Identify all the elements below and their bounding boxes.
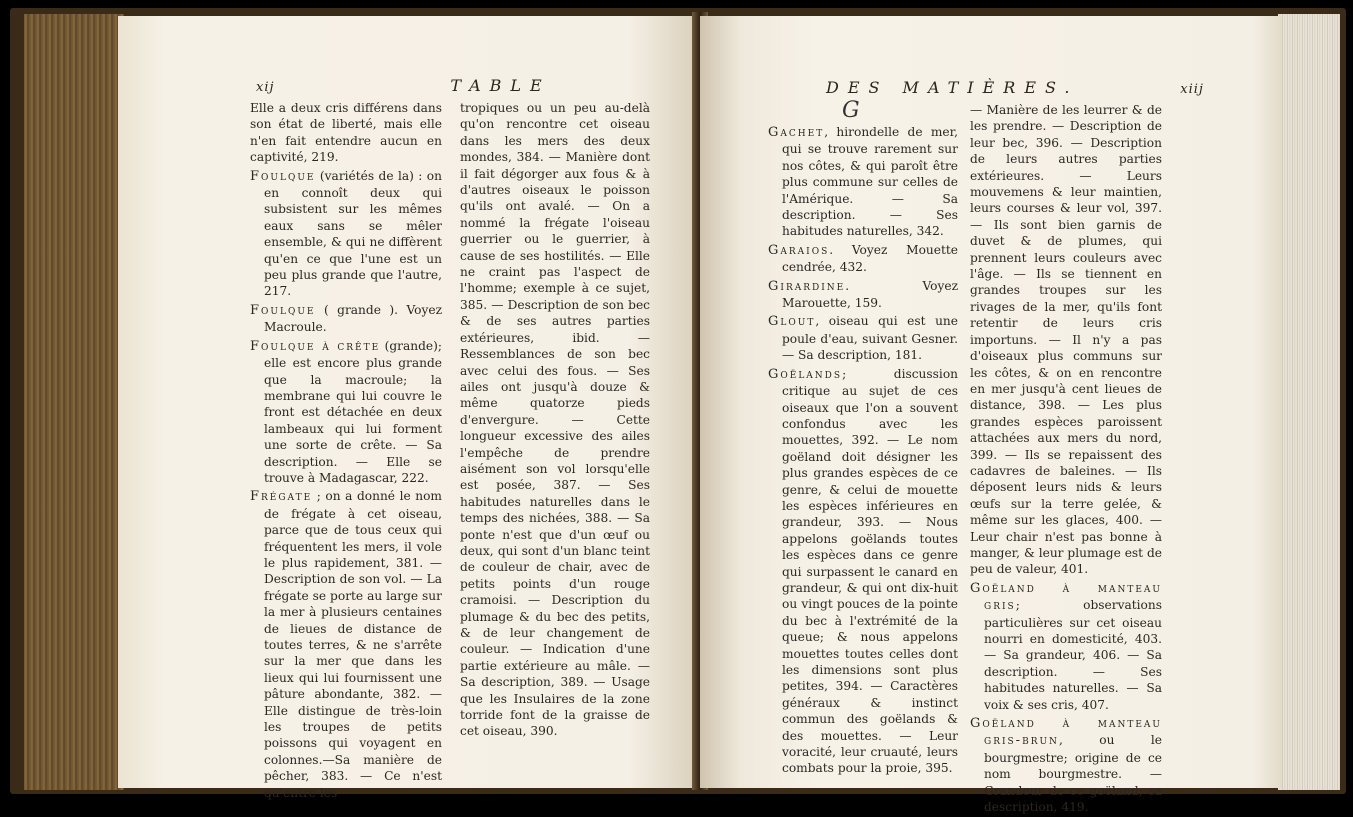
entry xyxy=(970,102,1162,578)
entry-headword: Glout xyxy=(768,314,816,330)
left-running-head: TABLE xyxy=(450,76,551,95)
section-letter: G xyxy=(842,98,860,123)
entry-headword: Goëland à manteau gris xyxy=(970,580,1162,614)
entry xyxy=(768,124,958,240)
left-page xyxy=(118,16,698,800)
left-column-1 xyxy=(250,100,442,803)
entry xyxy=(970,715,1162,815)
entry-text: , oiseau qui est une poule d'eau, suivant Gesner. — Sa description, 181. xyxy=(782,314,958,363)
entry-text: tropiques ou un peu au-delà qu'on rencontre cet oiseau dans les mers des deux mondes, 384. — Manière dont il fait dégorger aux fous & à d'autres oiseaux le poisson qu'ils ont avalé. — On a nommé la frégate l'oiseau guerrier ou le guerrier, à cause de ses hostilités. — Elle ne craint pas l'aspect de l'homme; exemple à ce sujet, 385. — Description de son bec & de ses autres parties extérieures, ibid. — Ressemblances de son bec avec celui des fous. — Ses ailes ont jusqu'à douze & même quatorze pieds d'envergure. — Cette longueur excessive des ailes l'empêche de prendre aisément son vol lorsqu'elle est posée, 387. — Ses habitudes naturelles dans le temps des nichées, 388. — Sa ponte n'est que d'un œuf ou deux, qui sont d'un blanc teint de couleur de chair, avec de petits points d'un rouge cramoisi. — Description du plumage & du bec des petits, & de leur changement de couleur. — Indication d'une partie extérieure au mâle. — Sa description, 389. — Usage que les Insulaires de la zone torride font de la graisse de cet oiseau, 390. xyxy=(460,101,650,739)
entry-text: Elle a deux cris différens dans son état de liberté, mais elle n'en fait entendre aucun en captivité, 219. xyxy=(250,101,442,165)
entry xyxy=(768,366,958,777)
left-header xyxy=(256,76,551,95)
entry xyxy=(250,338,442,487)
entry-headword: Goëlands xyxy=(768,366,843,382)
entry-headword: Foulque à crête xyxy=(250,338,381,354)
entry-text: ; discussion critique au sujet de ces oiseaux que l'on a souvent confondus avec les mouettes, 392. — Le nom goëland doit désigner les plus grandes espèces de ce genre, & celui de mouette les espèces inférieures en grandeur, 393. — Nous appelons goëlands toutes les espèces dans ce genre qui surpassent le canard en grandeur, & qui ont dix-huit ou vingt pouces de la pointe du bec à l'extrémité de la queue; & nous appelons mouettes toutes celles dont les dimensions sont plus petites, 394. — Caractères généraux & instinct commun des goëlands & des mouettes. — Leur voracité, leur cruauté, leurs combats pour la proie, 395. xyxy=(782,366,958,776)
entry-headword: Foulque xyxy=(250,302,316,318)
entry-headword: Gachet xyxy=(768,125,825,140)
entry-headword: Frégate xyxy=(250,489,313,505)
entry xyxy=(768,313,958,363)
right-page-number: xiij xyxy=(1180,82,1204,97)
entry-text: ; on a donné le nom de frégate à cet oiseau, parce que de tous ceux qui fréquentent les mers, il vole le plus rapidement, 381. — Description de son vol. — La frégate se porte au large sur la mer à plusieurs centaines de lieues de distance de toutes terres, & ne s'arrête sur la mer que dans les lieux qui lui fournissent une pâture abondante, 382. — Elle distingue de très-loin les troupes de petits poissons qui voyagent en colonnes.—Sa manière de pêcher, 383. — Ce n'est qu'entre les xyxy=(264,489,442,800)
right-page xyxy=(700,16,1282,815)
entry xyxy=(250,302,442,336)
entry-text: , hirondelle de mer, qui se trouve rarement sur nos côtes, & qui paroît être plus commune sur celles de l'Amérique. — Sa description. — Ses habitudes naturelles, 342. xyxy=(782,125,958,239)
right-column-1 xyxy=(768,124,958,779)
entry-headword: Garaios xyxy=(768,242,830,258)
entry xyxy=(250,168,442,300)
entry-text: . Voyez Mouette cendrée, 432. xyxy=(782,242,958,275)
entry-text: , ou le bourgmestre; origine de ce nom bourgmestre. — Grandeur de ce goëland; sa description, 419. xyxy=(984,733,1162,815)
right-running-head: DES MATIÈRES. xyxy=(826,78,1079,97)
left-page-edges xyxy=(24,14,124,790)
entry-text: (variétés de la) : on en connoît deux qui subsistent sur les mêmes eaux sans se mêler ensemble, & qui ne diffèrent qu'en ce que l'une est un peu plus grande que l'autre, 217. xyxy=(264,168,442,299)
left-page-number: xij xyxy=(256,80,275,95)
entry xyxy=(250,100,442,166)
right-header xyxy=(826,78,1204,97)
right-page-edges xyxy=(1278,14,1340,790)
entry xyxy=(768,278,958,312)
entry xyxy=(250,488,442,801)
entry-text: ( grande ). Voyez Macroule. xyxy=(264,302,442,335)
entry xyxy=(460,100,650,740)
entry-headword: Goëland à manteau gris-brun xyxy=(970,716,1162,749)
entry-text: (grande); elle est encore plus grande que la macroule; la membrane qui lui couvre le front est détachée en deux lambeaux qui lui forment une sorte de crête. — Sa description. — Elle se trouve à Madagascar, 222. xyxy=(264,338,442,485)
entry-text: — Manière de les leurrer & de les prendre. — Description de leur bec, 396. — Description de leurs autres parties extérieures. — Leurs mouvemens & leur maintien, leurs courses & leur vol, 397. — Ils sont bien garnis de duvet & de plumes, qui prennent leurs couleurs avec l'âge. — Ils se tiennent en grandes troupes sur les rivages de la mer, qu'ils font retentir de leurs cris importuns. — Il n'y a pas d'oiseaux plus communs sur les côtes, & on en rencontre en mer jusqu'à cent lieues de distance, 398. — Les plus grandes espèces paroissent attachées aux mers du nord, 399. — Ils se repaissent des cadavres de baleines. — Ils déposent leurs nids & leurs œufs sur la terre gelée, & même sur les glaces, 400. — Leur chair n'est pas bonne à manger, & leur plumage est de peu de valeur, 401. xyxy=(970,103,1162,577)
entry-headword: Foulque xyxy=(250,168,316,184)
right-column-2 xyxy=(970,102,1162,817)
entry-headword: Girardine xyxy=(768,278,846,294)
entry-text: . Voyez Marouette, 159. xyxy=(782,278,958,311)
entry xyxy=(970,580,1162,713)
entry-text: ; observations particulières sur cet oiseau nourri en domesticité, 403. — Sa grandeur, 406. — Sa description. — Ses habitudes naturelles. — Sa voix & ses cris, 407. xyxy=(984,598,1162,712)
entry xyxy=(768,242,958,276)
left-column-2 xyxy=(460,100,650,742)
